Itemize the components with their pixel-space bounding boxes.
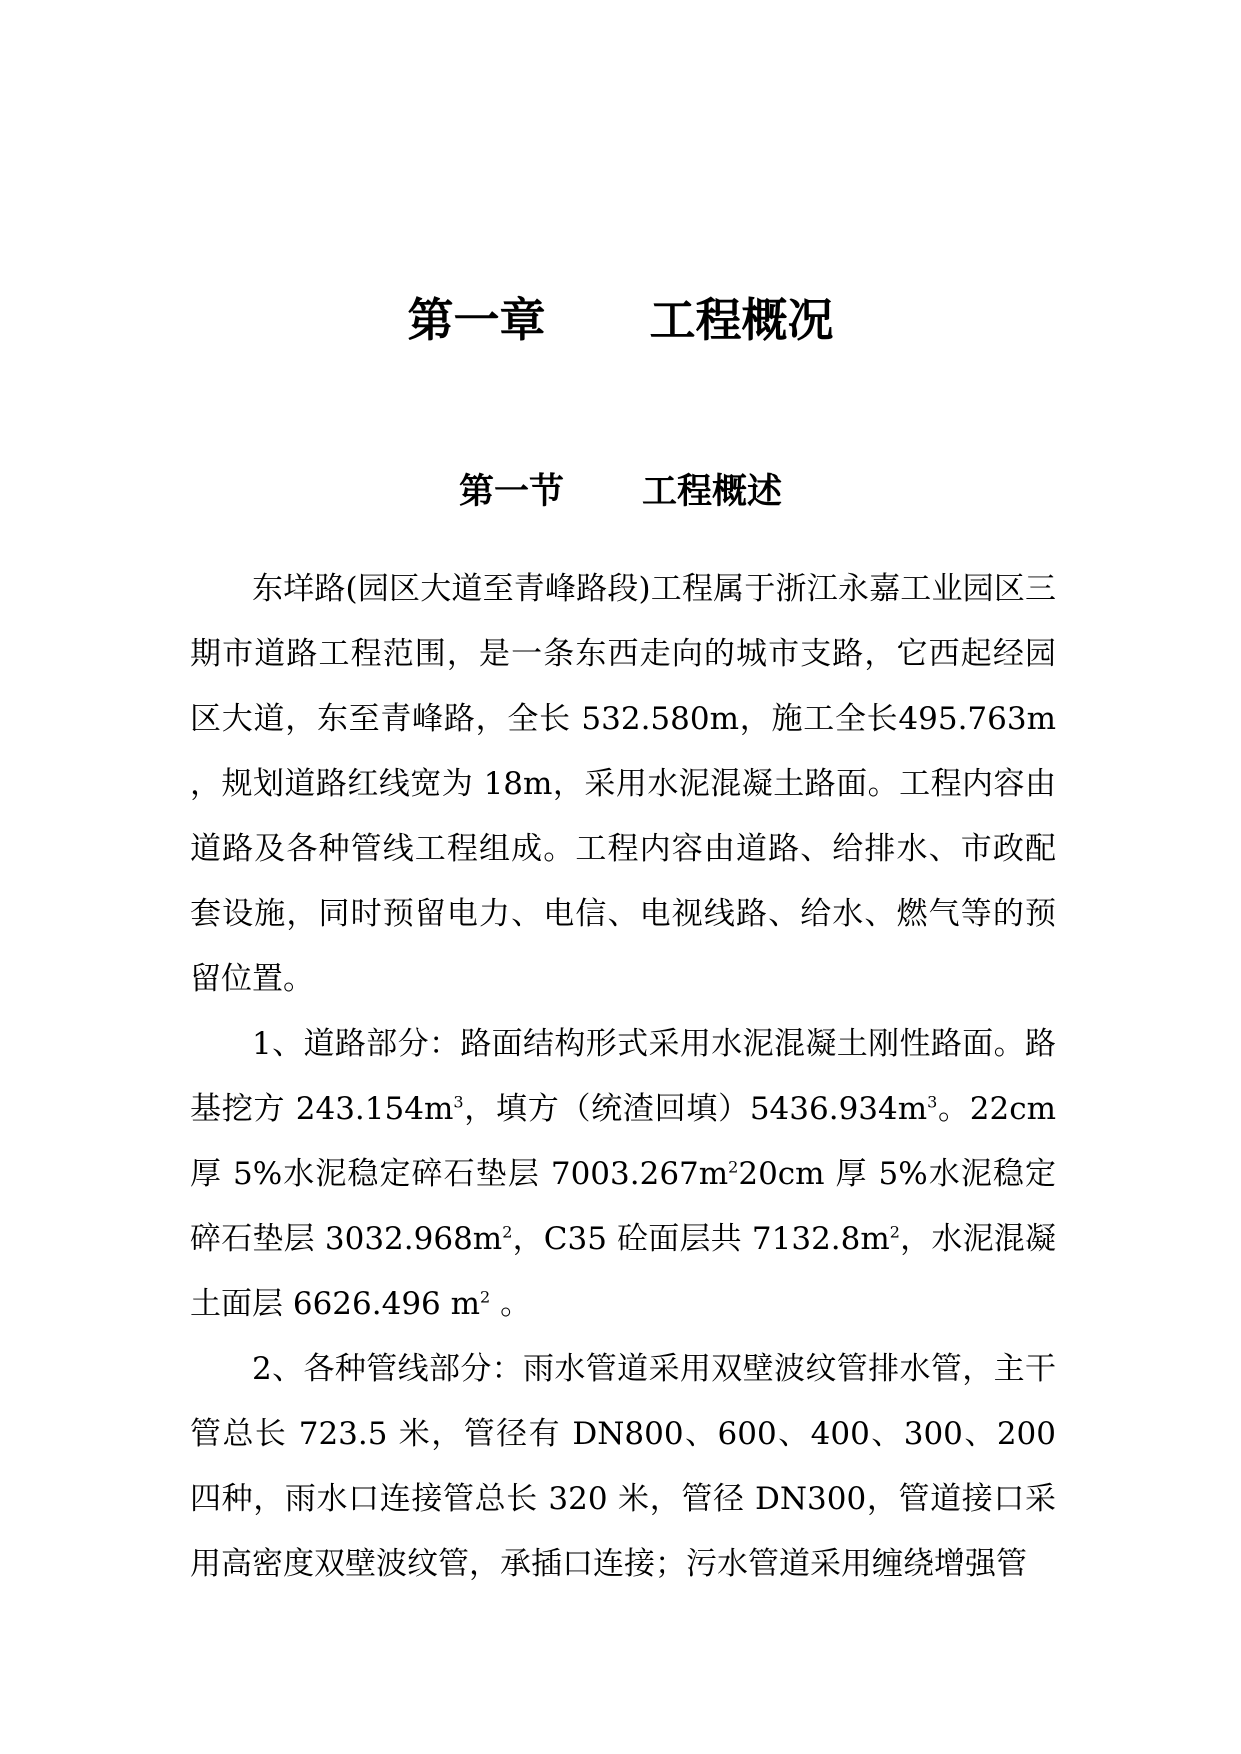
text-run: 20cm 厚 5%水泥稳定碎石垫层 3032.968m [190, 1156, 1056, 1257]
paragraph-pipelines [190, 1337, 1056, 1597]
text-run: 。 [490, 1286, 532, 1322]
text-run: 1、道路部分：路面结构形式采用水泥混凝土刚性路面。路基挖方 243.154m [190, 1026, 1056, 1127]
chapter-title [0, 280, 1241, 360]
section-title [0, 462, 1241, 522]
section-name: 工程概述 [642, 472, 783, 512]
paragraph-overview [190, 557, 1056, 1012]
chapter-number: 第一章 [407, 293, 546, 347]
unit-exponent: 3 [453, 1092, 464, 1112]
text-run: ，填方（统渣回填）5436.934m [463, 1091, 928, 1127]
section-number: 第一节 [458, 472, 564, 512]
unit-exponent: 2 [480, 1287, 491, 1307]
text-run: ，水泥混凝土面层 6626.496 m [190, 1221, 1056, 1322]
unit-exponent: 2 [728, 1157, 739, 1177]
text-run: ，C35 砼面层共 7132.8m [512, 1221, 890, 1257]
text-run: 东垟路(园区大道至青峰路段)工程属于浙江永嘉工业园区三期市道路工程范围，是一条东西走向的城市支路，它西起经园区大道，东至青峰路，全长 532.580m，施工全长495.763m，规划道路红线宽为 18m，采用水泥混凝土路面。工程内容由道路及各种管线工程组成。工程内容由道路、给排水、市政配套设施，同时预留电力、电信、电视线路、给水、燃气等的预留位置。 [190, 571, 1056, 997]
paragraph-road [190, 1012, 1056, 1337]
unit-exponent: 2 [889, 1222, 900, 1242]
body-text [190, 557, 1056, 1597]
chapter-name: 工程概况 [649, 293, 834, 347]
unit-exponent: 2 [502, 1222, 513, 1242]
unit-exponent: 3 [927, 1092, 938, 1112]
text-run: 。22cm厚 5%水泥稳定碎石垫层 7003.267m [190, 1091, 1056, 1192]
text-run: 2、各种管线部分：雨水管道采用双壁波纹管排水管，主干管总长 723.5 米，管径有 DN800、600、400、300、200 四种，雨水口连接管总长 320 米，管径 DN300，管道接口采用高密度双壁波纹管，承插口连接；污水管道采用缠绕增强管 [190, 1351, 1056, 1582]
